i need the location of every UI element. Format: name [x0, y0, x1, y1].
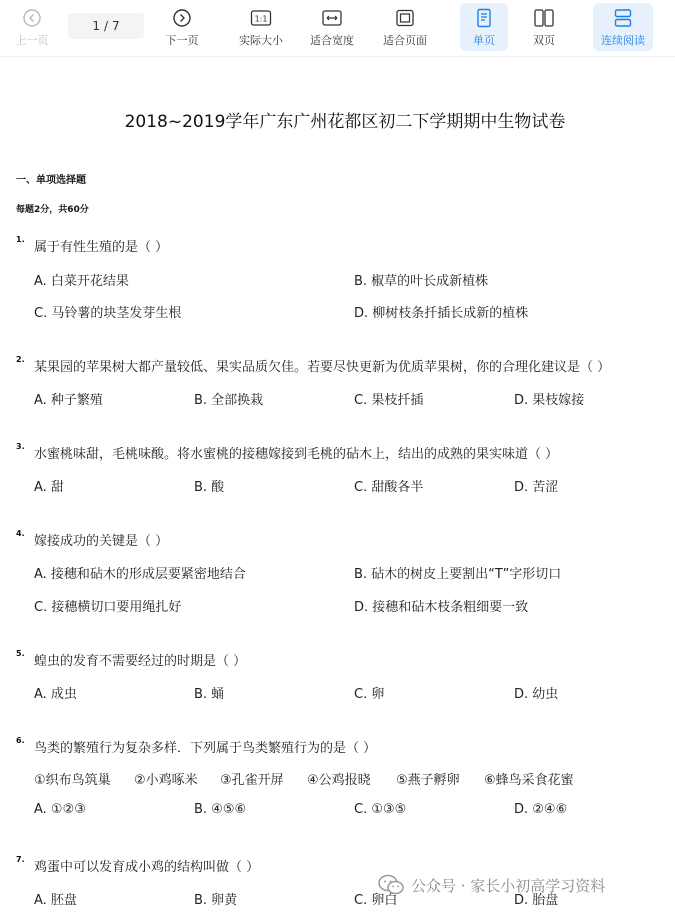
score-note: 每题2分，共60分: [16, 205, 89, 215]
question-number: 5.: [16, 649, 25, 658]
statement-item: ⑤燕子孵卵: [396, 773, 460, 788]
actual-size-button[interactable]: [232, 3, 290, 51]
double-page-label: 双页: [533, 34, 555, 47]
prev-page-label: 上一页: [15, 34, 49, 47]
actual-size-icon: [250, 6, 272, 30]
option-b: B. 椒草的叶长成新植株: [354, 274, 489, 289]
option-a: A. 白菜开花结果: [34, 274, 129, 289]
option-d: D. 柳树枝条扦插长成新的植株: [354, 306, 529, 321]
wechat-icon: [377, 874, 405, 896]
svg-text:1:1: 1:1: [254, 14, 268, 24]
statement-item: ①织布鸟筑巢: [34, 773, 111, 788]
option-c: C. 马铃薯的块茎发芽生根: [34, 306, 182, 321]
question-text: 某果园的苹果树大都产量较低、果实品质欠佳。若要尽快更新为优质苹果树，你的合理化建议是（ ）: [34, 360, 611, 375]
question-number: 7.: [16, 855, 25, 864]
option-a: A. ①②③: [34, 802, 86, 817]
page-separator: /: [103, 19, 109, 33]
current-page: 1: [92, 19, 100, 33]
option-c: C. 甜酸各半: [354, 480, 424, 495]
viewer-toolbar: [0, 0, 675, 57]
question-number: 2.: [16, 355, 25, 364]
fit-width-icon: [321, 6, 343, 30]
section-heading: 一、单项选择题: [16, 175, 86, 186]
option-d: D. 苦涩: [514, 480, 559, 495]
watermark-text: 公众号 · 家长小初高学习资料: [411, 876, 606, 895]
chevron-left-circle-icon: [22, 6, 42, 30]
option-b: B. ④⑤⑥: [194, 802, 247, 817]
option-c: C. 接穗横切口要用绳扎好: [34, 600, 182, 615]
option-b: B. 蛹: [194, 687, 225, 702]
single-page-icon: [475, 6, 493, 30]
option-d: D. 胎盘: [514, 893, 559, 908]
statement-item: ⑥蜂鸟采食花蜜: [484, 773, 574, 788]
single-page-label: 单页: [473, 34, 495, 47]
question-text: 鸡蛋中可以发育成小鸡的结构叫做（ ）: [34, 860, 260, 875]
actual-size-label: 实际大小: [239, 34, 283, 47]
question-number: 4.: [16, 529, 25, 538]
fit-page-label: 适合页面: [383, 34, 427, 47]
statement-item: ②小鸡啄米: [134, 773, 198, 788]
option-d: D. 接穗和砧木枝条粗细要一致: [354, 600, 529, 615]
option-d: D. 果枝嫁接: [514, 393, 585, 408]
option-a: A. 胚盘: [34, 893, 77, 908]
fit-page-icon: [394, 6, 416, 30]
double-page-button[interactable]: [520, 3, 568, 51]
option-a: A. 甜: [34, 480, 64, 495]
option-c: C. 卵: [354, 687, 385, 702]
question-text: 属于有性生殖的是（ ）: [34, 240, 169, 255]
fit-width-label: 适合宽度: [310, 34, 354, 47]
total-pages: 7: [112, 19, 120, 33]
question-number: 1.: [16, 235, 25, 244]
statement-item: ④公鸡报晓: [307, 773, 371, 788]
fit-page-button[interactable]: [376, 3, 434, 51]
question-text: 蝗虫的发育不需要经过的时期是（ ）: [34, 654, 247, 669]
question-number: 3.: [16, 442, 25, 451]
exam-title: 2018~2019学年广东广州花都区初二下学期期中生物试卷: [124, 112, 566, 132]
question-text: 水蜜桃味甜，毛桃味酸。将水蜜桃的接穗嫁接到毛桃的砧木上，结出的成熟的果实味道（ ）: [34, 447, 559, 462]
continuous-reading-icon: [613, 6, 633, 30]
option-d: D. ②④⑥: [514, 802, 568, 817]
option-c: C. 卵白: [354, 893, 398, 908]
next-page-button[interactable]: [158, 3, 206, 51]
fit-width-button[interactable]: [303, 3, 361, 51]
double-page-icon: [533, 6, 555, 30]
option-d: D. 幼虫: [514, 687, 559, 702]
option-b: B. 酸: [194, 480, 225, 495]
option-b: B. 卵黄: [194, 893, 238, 908]
question-text: 嫁接成功的关键是（ ）: [34, 534, 169, 549]
option-a: A. 成虫: [34, 687, 77, 702]
continuous-reading-label: 连续阅读: [601, 34, 645, 47]
question-text: 鸟类的繁殖行为复杂多样．下列属于鸟类繁殖行为的是（ ）: [34, 741, 377, 756]
single-page-button[interactable]: [460, 3, 508, 51]
page-number-input[interactable]: [68, 13, 144, 39]
option-b: B. 全部换栽: [194, 393, 264, 408]
watermark: [377, 874, 605, 896]
statement-item: ③孔雀开屏: [220, 773, 284, 788]
option-c: C. ①③⑤: [354, 802, 407, 817]
option-c: C. 果枝扦插: [354, 393, 424, 408]
continuous-reading-button[interactable]: [593, 3, 653, 51]
option-b: B. 砧木的树皮上要割出“T”字形切口: [354, 567, 562, 582]
option-a: A. 种子繁殖: [34, 393, 103, 408]
chevron-right-circle-icon: [172, 6, 192, 30]
prev-page-button[interactable]: [8, 3, 56, 51]
question-number: 6.: [16, 736, 25, 745]
option-a: A. 接穗和砧木的形成层要紧密地结合: [34, 567, 246, 582]
next-page-label: 下一页: [165, 34, 199, 47]
